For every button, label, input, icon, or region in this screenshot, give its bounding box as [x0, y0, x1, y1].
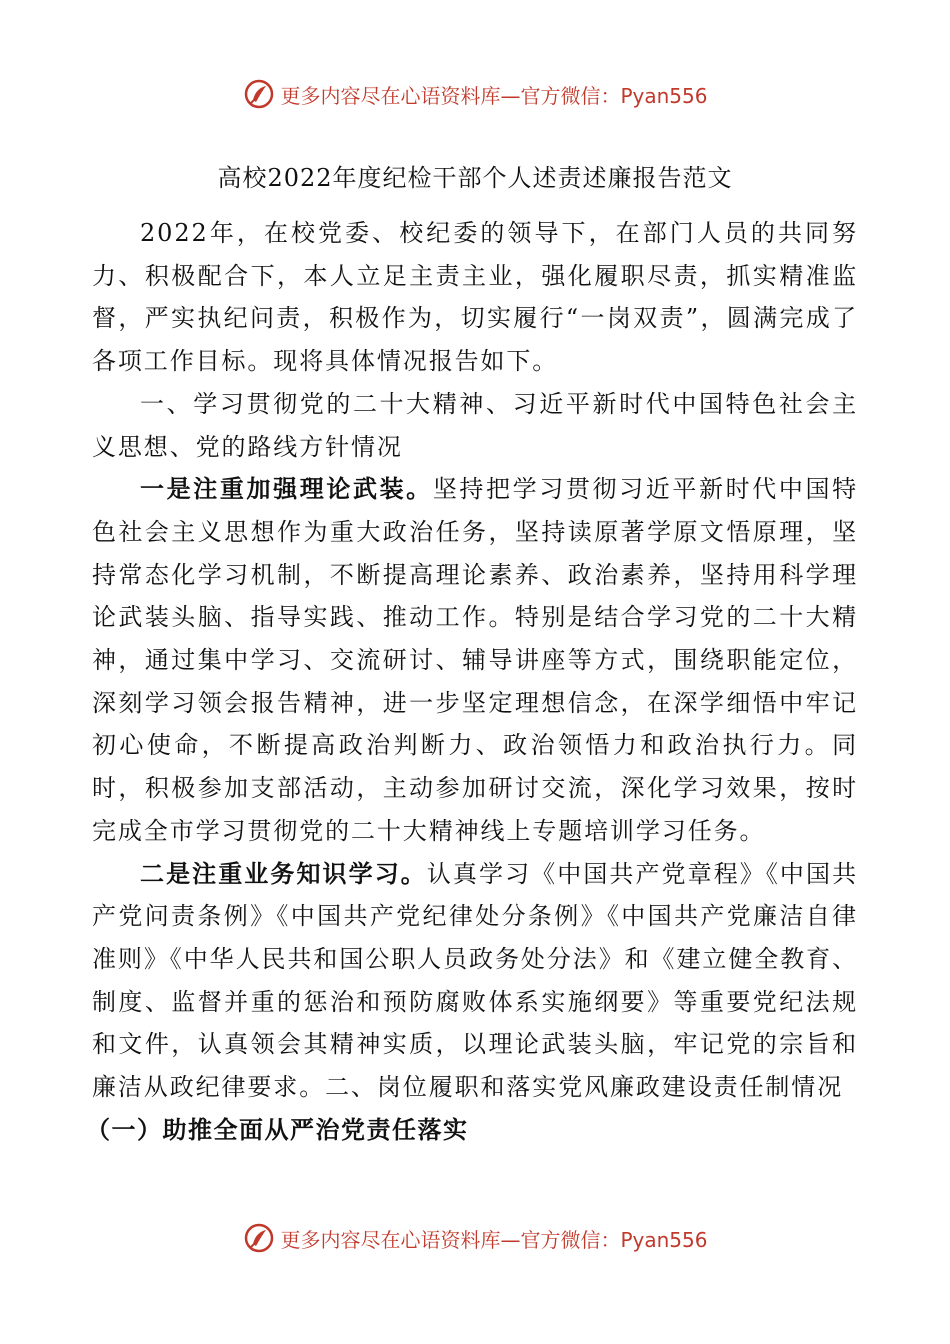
point-2-lead: 二是注重业务知识学习。: [140, 858, 427, 888]
watermark-logo-icon: [242, 1221, 276, 1255]
section-1-heading: 一、学习贯彻党的二十大精神、习近平新时代中国特色社会主义思想、党的路线方针情况: [92, 389, 858, 461]
watermark-banner-top: [0, 74, 950, 114]
watermark-text: 更多内容尽在心语资料库—官方微信：Pyan556: [280, 1227, 708, 1252]
document-title: 高校2022年度纪检干部个人述责述廉报告范文: [217, 164, 733, 192]
point-1-body: 坚持把学习贯彻习近平新时代中国特色社会主义思想作为重大政治任务，坚持读原著学原文悟原理，坚持常态化学习机制，不断提高理论素养、政治素养，坚持用科学理论武装头脑、指导实践、推动工作。特别是结合学习党的二十大精神，通过集中学习、交流研讨、辅导讲座等方式，围绕职能定位，深刻学习领会报告精神，进一步坚定理想信念，在深学细悟中牢记初心使命，不断提高政治判断力、政治领悟力和政治执行力。同时，积极参加支部活动，主动参加研讨交流，深化学习效果，按时完成全市学习贯彻党的二十大精神线上专题培训学习任务。: [92, 475, 858, 845]
watermark-logo-icon: [242, 77, 276, 111]
point-2-body: 认真学习《中国共产党章程》《中国共产党问责条例》《中国共产党纪律处分条例》《中国共产党廉洁自律准则》《中华人民共和国公职人员政务处分法》和《建立健全教育、制度、监督并重的惩治和预防腐败体系实施纲要》等重要党纪法规和文件，认真领会其精神实质，以理论武装头脑，牢记党的宗旨和廉洁从政纪律要求。二、岗位履职和落实党风廉政建设责任制情况: [92, 859, 858, 1102]
watermark-text: 更多内容尽在心语资料库—官方微信：Pyan556: [280, 83, 708, 108]
point-1-lead: 一是注重加强理论武装。: [140, 474, 433, 504]
watermark-banner-bottom: [0, 1218, 950, 1258]
point-1-paragraph: [92, 468, 858, 852]
document-body: [86, 212, 858, 1151]
point-2-paragraph: [92, 853, 858, 1109]
intro-paragraph: 2022年，在校党委、校纪委的领导下，在部门人员的共同努力、积极配合下，本人立足主责主业，强化履职尽责，抓实精准监督，严实执纪问责，积极作为，切实履行“一岗双责”，圆满完成了各项工作目标。现将具体情况报告如下。: [92, 219, 858, 376]
subsection-heading: （一）助推全面从严治党责任落实: [86, 1114, 469, 1144]
